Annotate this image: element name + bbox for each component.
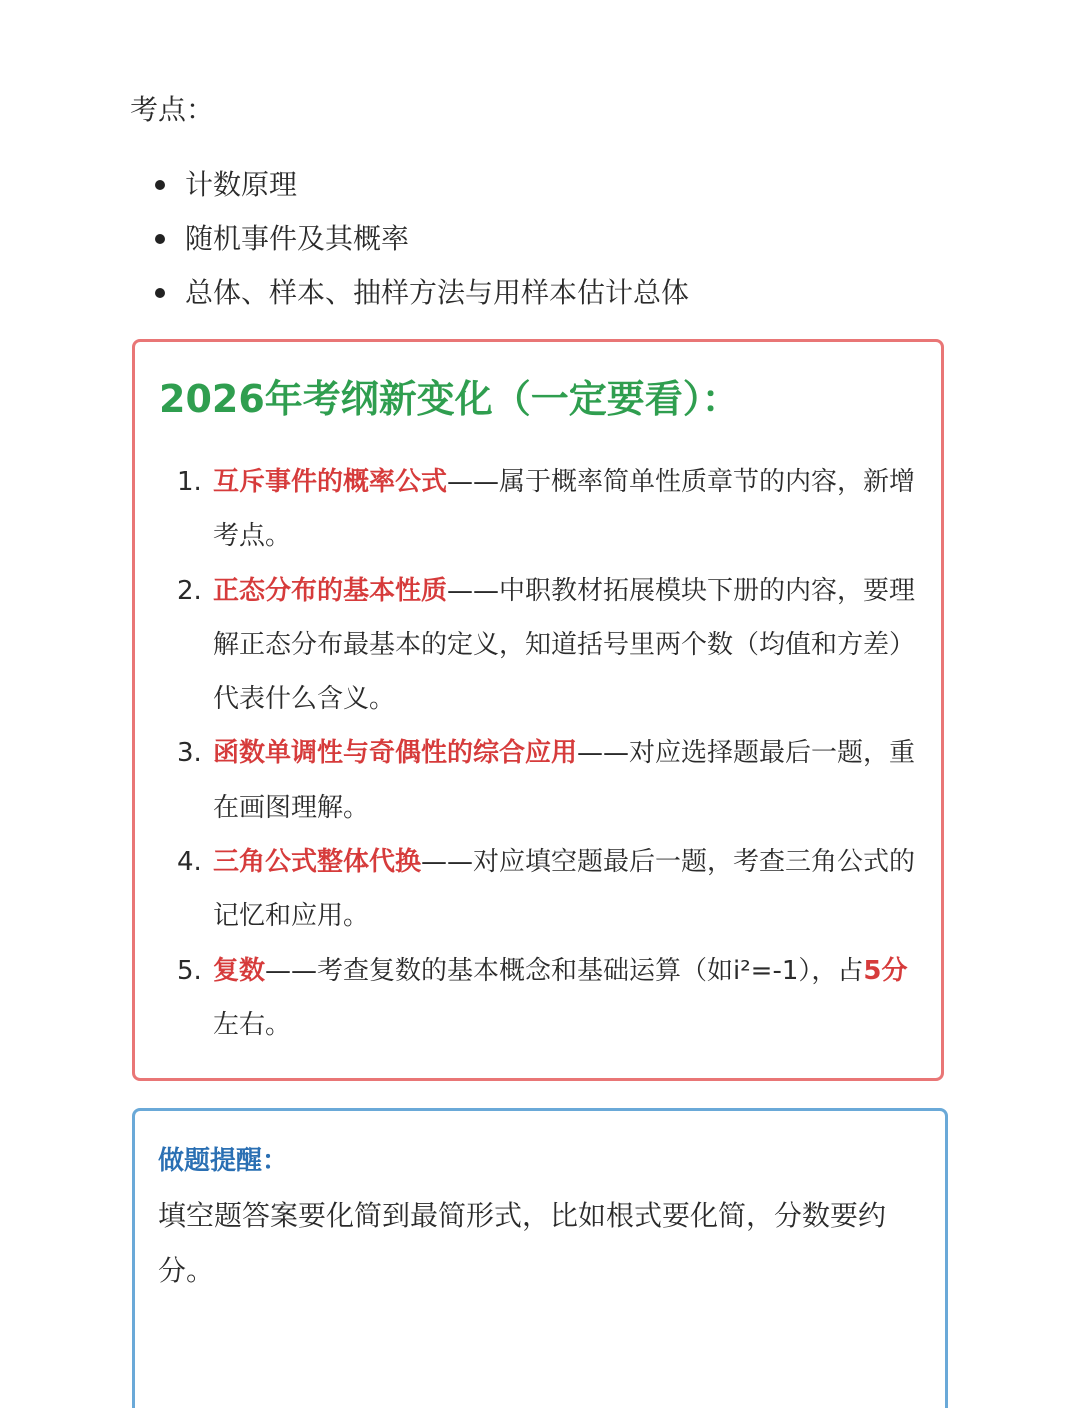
item-text: ——属于概率简单性质章节的内容，新增考点。: [213, 467, 916, 552]
syllabus-changes-title: 2026年考纲新变化（一定要看）：: [159, 377, 740, 421]
list-item: [177, 835, 927, 944]
bullet-dot-icon: [155, 234, 165, 244]
list-item-text: 计数原理: [185, 168, 298, 201]
list-item: [155, 158, 689, 212]
item-text: ——对应选择题最后一题，重在画图理解。: [213, 738, 916, 823]
item-highlight: 复数: [213, 955, 266, 986]
item-highlight: 正态分布的基本性质: [213, 575, 448, 606]
list-item: [155, 266, 689, 320]
list-item: [177, 564, 927, 727]
item-score-highlight: 5分: [863, 955, 908, 986]
syllabus-changes-box: [132, 339, 944, 1081]
kaodian-list: [155, 158, 689, 320]
item-text: ——中职教材拓展模块下册的内容，要理解正态分布最基本的定义，知道括号里两个数（均值和方差）代表什么含义。: [213, 575, 916, 715]
list-item-text: 总体、样本、抽样方法与用样本估计总体: [185, 276, 690, 309]
bullet-dot-icon: [155, 180, 165, 190]
item-highlight: 函数单调性与奇偶性的综合应用: [213, 738, 578, 769]
list-item-text: 随机事件及其概率: [185, 222, 410, 255]
item-number: 2.: [177, 575, 202, 606]
item-text: ——考查复数的基本概念和基础运算（如i²=-1），占: [265, 955, 864, 986]
reminder-box: [132, 1108, 948, 1408]
list-item: [155, 212, 689, 266]
item-text-tail: 左右。: [213, 1009, 292, 1040]
item-number: 5.: [177, 955, 202, 986]
kaodian-label: 考点：: [130, 93, 215, 126]
bullet-dot-icon: [155, 288, 165, 298]
reminder-title: 做题提醒：: [158, 1146, 289, 1176]
item-text: ——对应填空题最后一题，考查三角公式的记忆和应用。: [213, 847, 916, 932]
reminder-body: 填空题答案要化简到最简形式，比如根式要化简，分数要约分。: [158, 1199, 887, 1287]
syllabus-changes-list: [177, 455, 927, 1052]
list-item: [177, 944, 927, 1053]
item-number: 3.: [177, 738, 202, 769]
item-highlight: 三角公式整体代换: [213, 847, 422, 878]
list-item: [177, 726, 927, 835]
item-number: 1.: [177, 467, 202, 497]
item-number: 4.: [177, 847, 202, 878]
list-item: [177, 455, 927, 564]
item-highlight: 互斥事件的概率公式: [213, 467, 448, 497]
